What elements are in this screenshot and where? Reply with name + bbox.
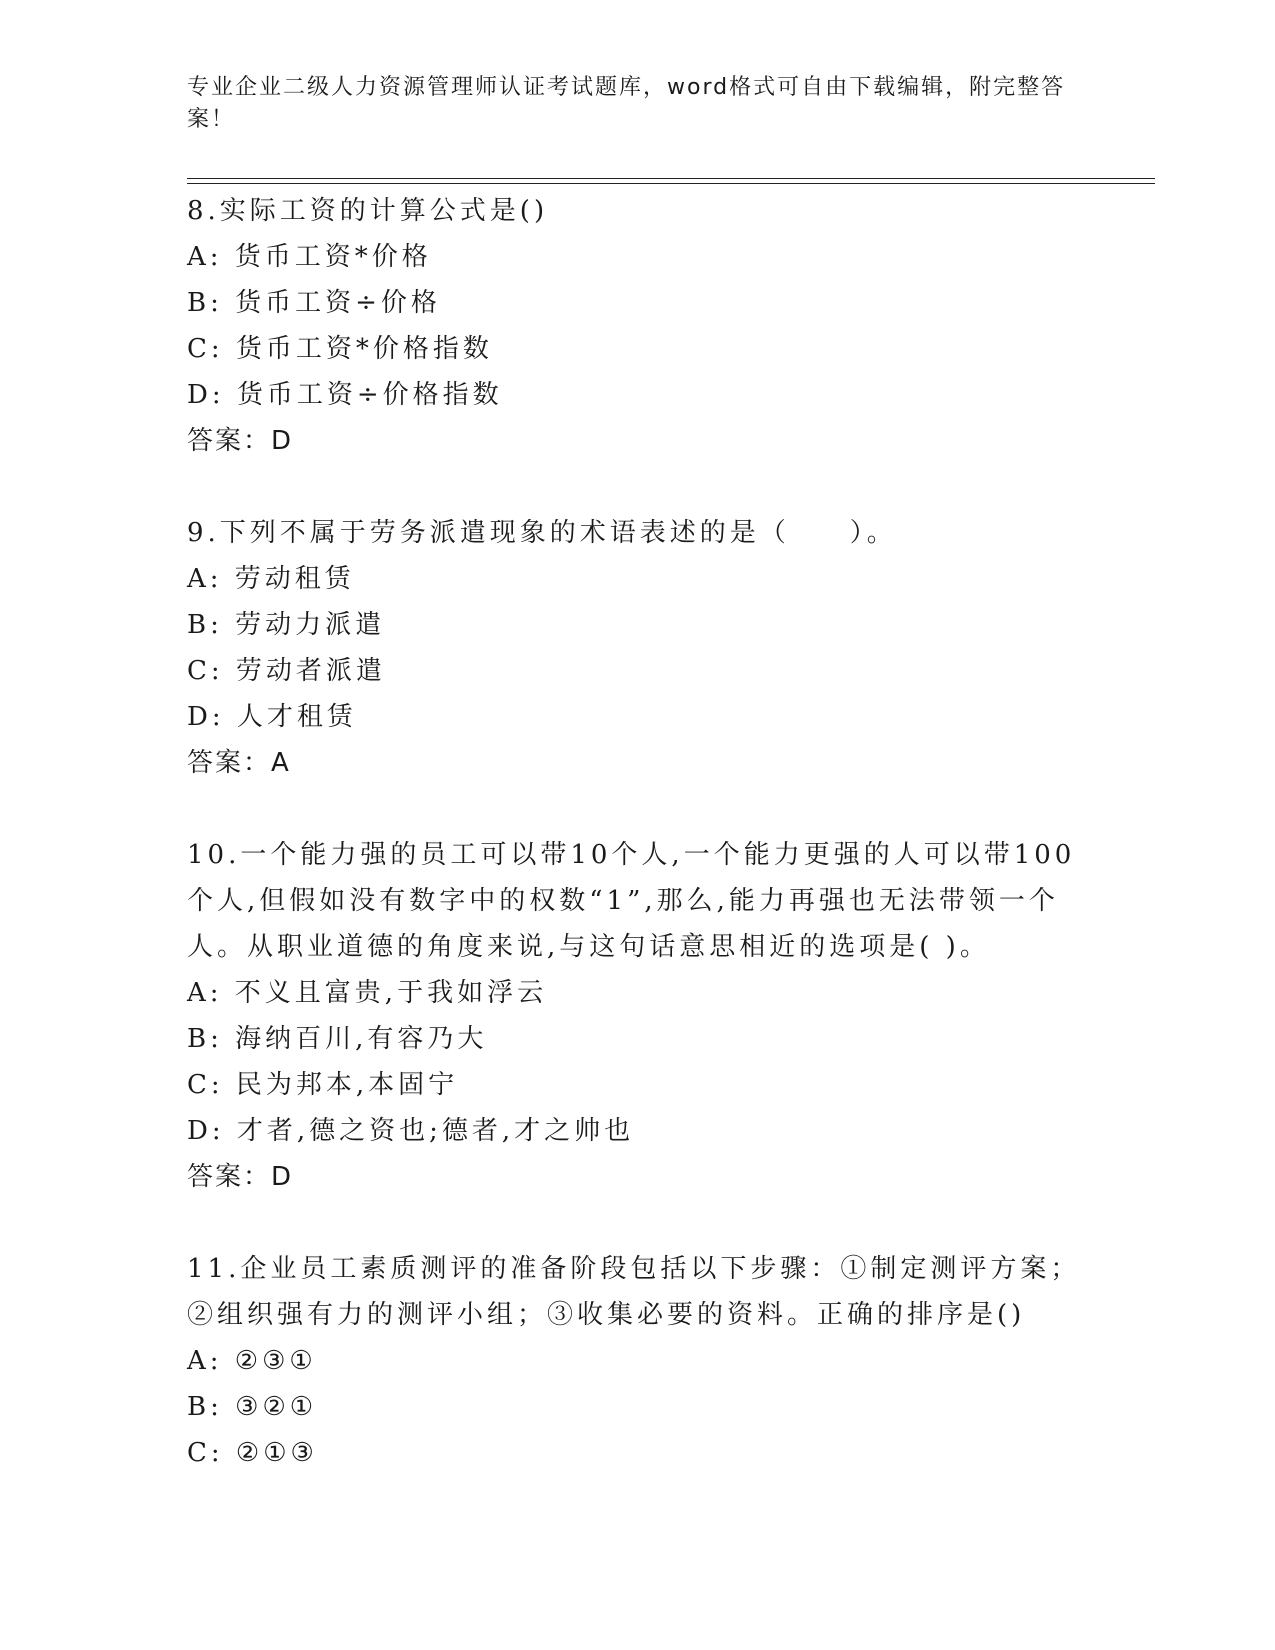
header-divider-bottom — [187, 183, 1155, 184]
option-d: D: 人才租赁 — [187, 702, 357, 732]
option-c: C: 货币工资*价格指数 — [187, 334, 493, 364]
option-b: B: 货币工资÷价格 — [187, 288, 441, 318]
answer-line: 答案：A — [187, 748, 291, 778]
option-a: A: 不义且富贵,于我如浮云 — [187, 978, 548, 1008]
option-c: C: 民为邦本,本固宁 — [187, 1070, 459, 1100]
option-a: A: 劳动租赁 — [187, 564, 355, 594]
option-c: C: ②①③ — [187, 1438, 318, 1468]
option-a: A: 货币工资*价格 — [187, 242, 432, 272]
question-item — [187, 1246, 1087, 1476]
option-c: C: 劳动者派遣 — [187, 656, 386, 686]
option-b: B: 劳动力派遣 — [187, 610, 386, 640]
option-d: D: 货币工资÷价格指数 — [187, 380, 503, 410]
question-stem: 11.企业员工素质测评的准备阶段包括以下步骤：①制定测评方案；②组织强有力的测评小组；③收集必要的资料。正确的排序是() — [187, 1254, 1081, 1330]
option-b: B: 海纳百川,有容乃大 — [187, 1024, 488, 1054]
document-header: 专业企业二级人力资源管理师认证考试题库，word格式可自由下载编辑，附完整答案！ — [187, 75, 1066, 132]
header-divider-top — [187, 178, 1155, 179]
question-item — [187, 832, 1087, 1200]
option-b: B: ③②① — [187, 1392, 318, 1422]
question-list — [187, 188, 1087, 1522]
question-stem: 10.一个能力强的员工可以带10个人,一个能力更强的人可以带100个人,但假如没有数字中的权数“1”,那么,能力再强也无法带领一个人。从职业道德的角度来说,与这句话意思相近的选项是( )。 — [187, 840, 1076, 962]
answer-line: 答案：D — [187, 426, 294, 456]
answer-line: 答案：D — [187, 1162, 294, 1192]
option-a: A: ②③① — [187, 1346, 317, 1376]
option-d: D: 才者,德之资也;德者,才之帅也 — [187, 1116, 635, 1146]
question-item — [187, 510, 1087, 786]
question-stem: 9.下列不属于劳务派遣现象的术语表述的是（ ）。 — [187, 518, 897, 548]
question-item — [187, 188, 1087, 464]
question-stem: 8.实际工资的计算公式是() — [187, 196, 549, 226]
